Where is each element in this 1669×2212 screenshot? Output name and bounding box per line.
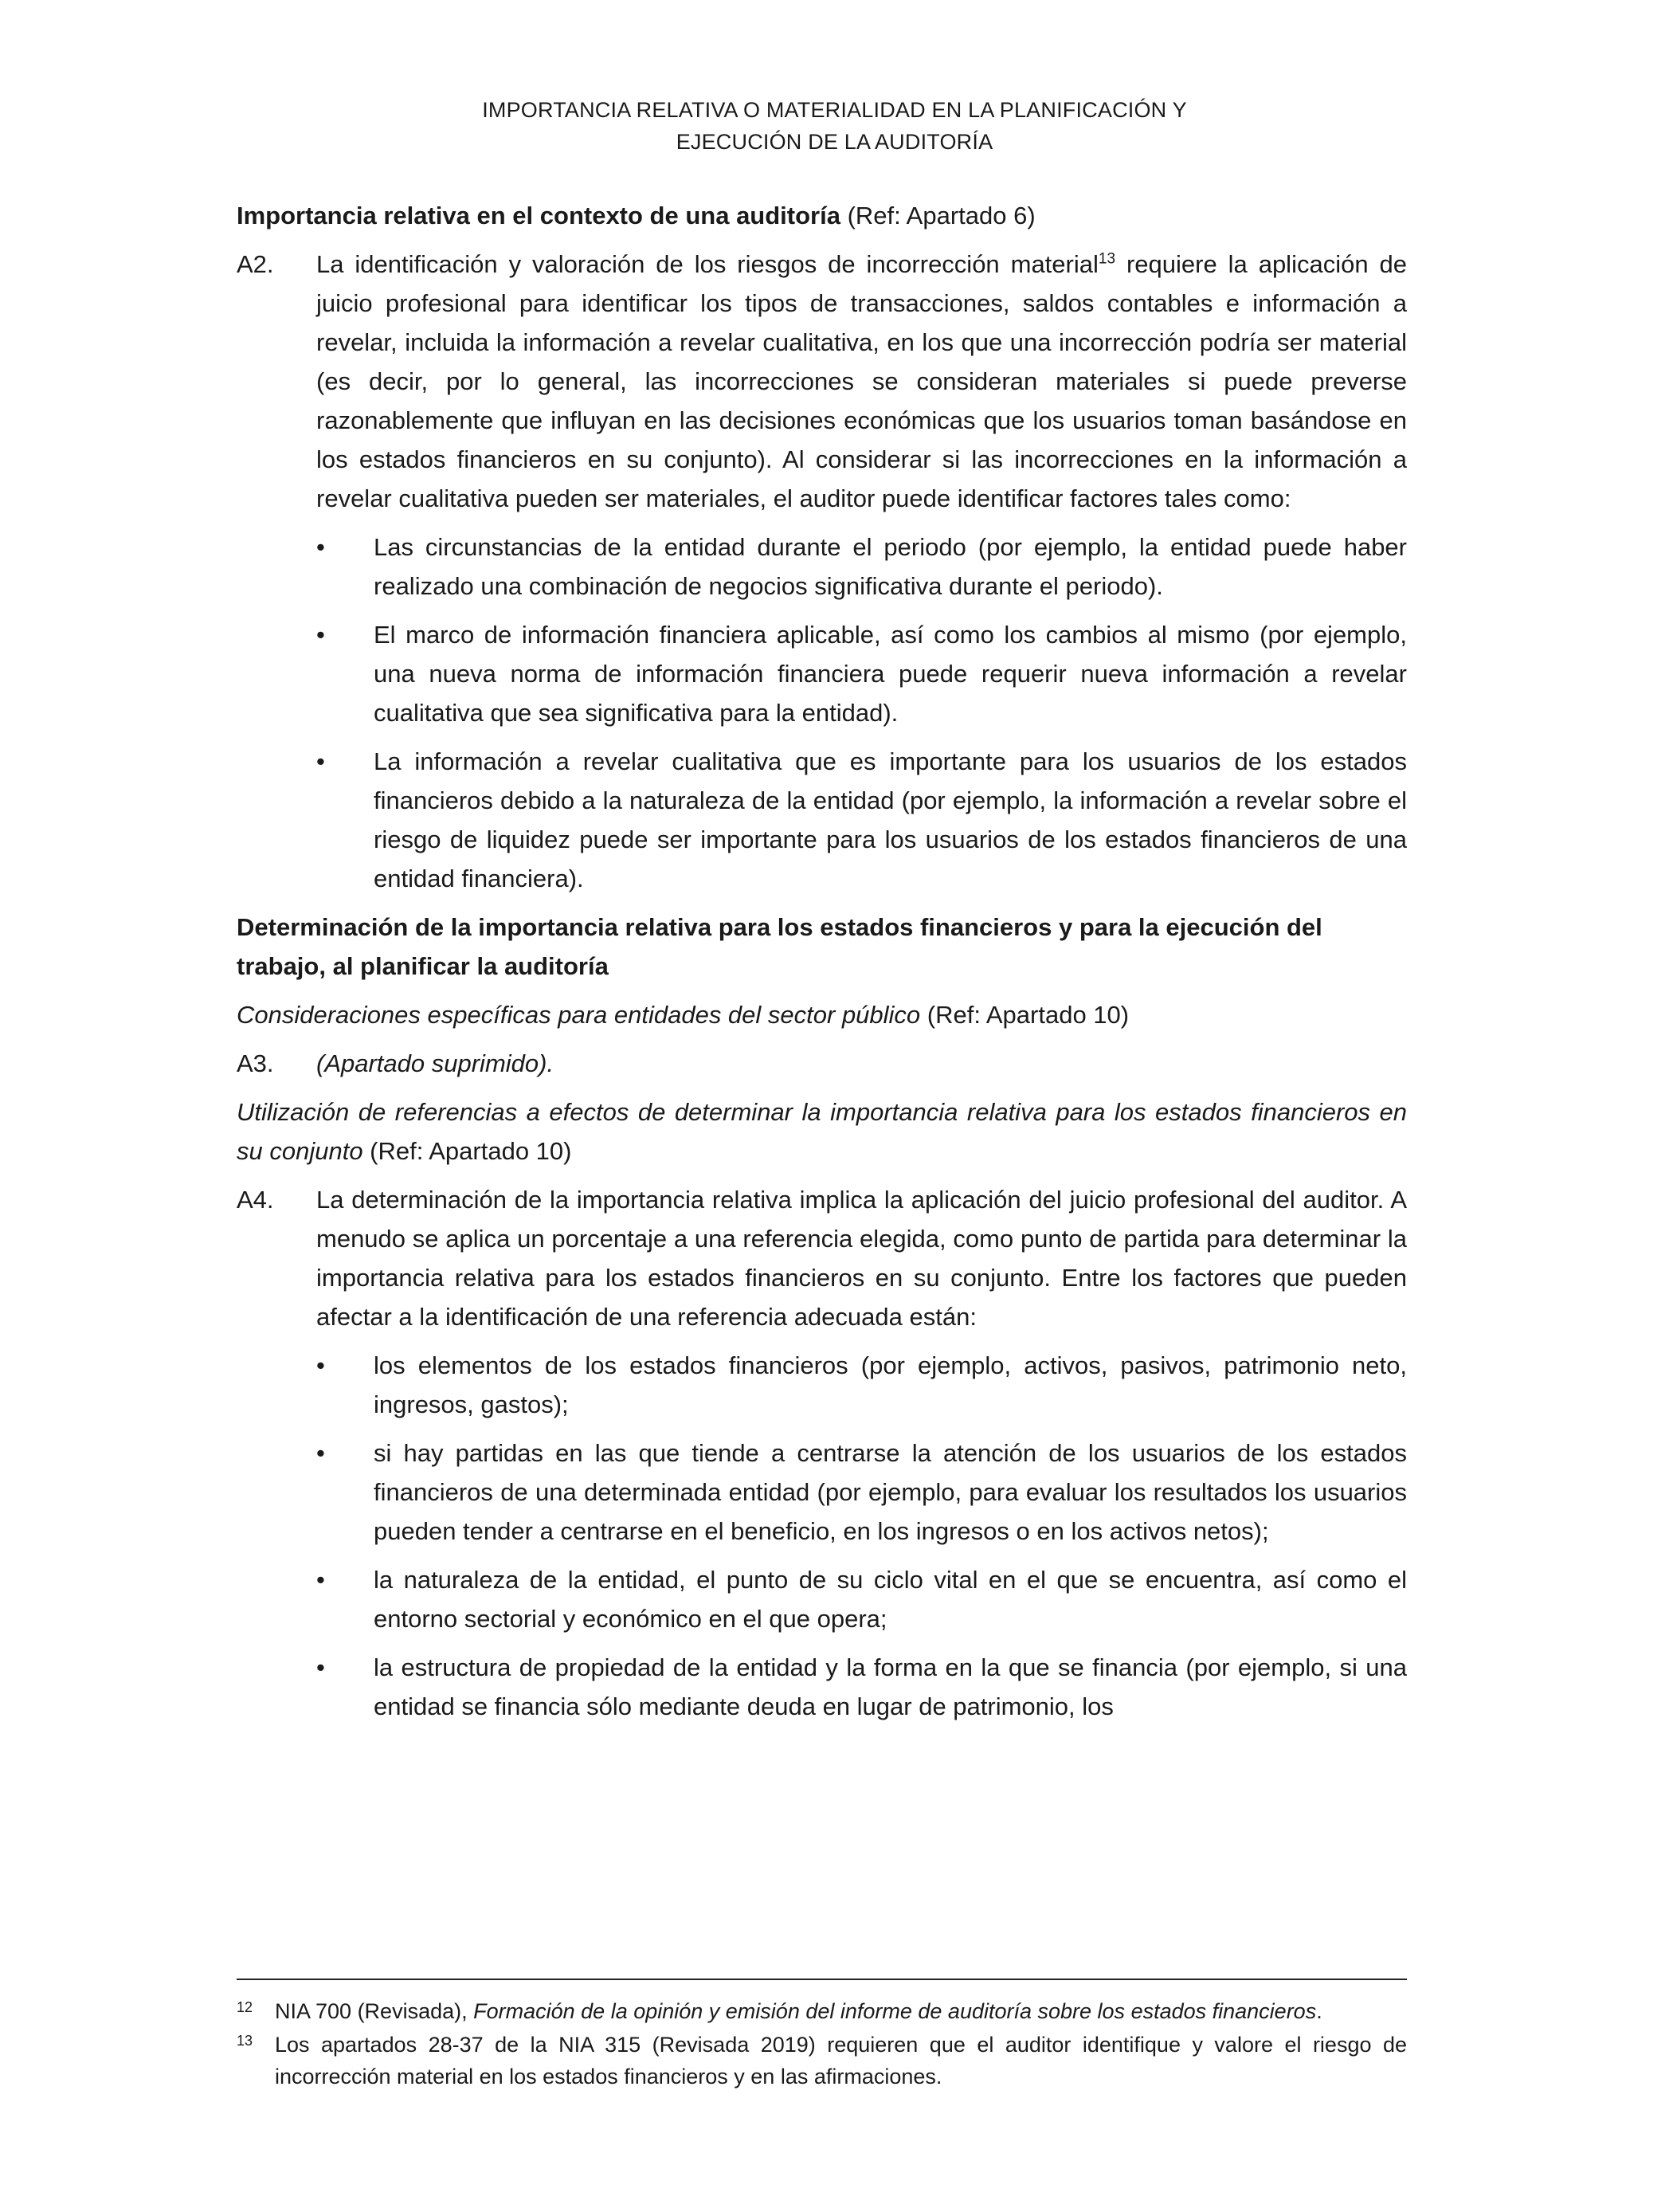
bullet-list-a4 [237, 1346, 1407, 1726]
main-content [237, 196, 1407, 1735]
footnote-13 [237, 2029, 1407, 2092]
section-heading-title: Importancia relativa en el contexto de una auditoría [237, 202, 840, 229]
subheading-title: Consideraciones específicas para entidades del sector público [237, 1001, 921, 1029]
paragraph-text-cont: requiere la aplicación de juicio profesional para identificar los tipos de transacciones, saldos contables e información a revelar, incluida la información a revelar cualitativa, en los que una incorrección podría ser material (es decir, por lo general, las incorrecciones se consideran materiales si puede preverse razonablemente que influyan en las decisiones económicas que los usuarios toman basándose en los estados financieros en su conjunto). Al considerar si las incorrecciones en la información a revelar cualitativa pueden ser materiales, el auditor puede identificar factores tales como: [316, 250, 1407, 512]
subheading-ref: (Ref: Apartado 10) [920, 1001, 1130, 1029]
footnote-text [275, 1995, 1407, 2027]
footnote-text: Los apartados 28-37 de la NIA 315 (Revisada 2019) requieren que el auditor identifique y valore el riesgo de incorrección material en los estados financieros y en las afirmaciones. [275, 2033, 1407, 2088]
bullet-icon: • [316, 1653, 325, 1681]
footnote-divider [237, 1979, 1407, 1980]
running-header [0, 94, 1669, 158]
footnotes [237, 1995, 1407, 2094]
header-line-1: IMPORTANCIA RELATIVA O MATERIALIDAD EN LA PLANIFICACIÓN Y [482, 98, 1187, 122]
paragraph-a2 [237, 245, 1407, 518]
bullet-icon: • [316, 621, 325, 649]
list-item [237, 615, 1407, 732]
paragraph-a3 [237, 1044, 1407, 1083]
paragraph-a4 [237, 1180, 1407, 1336]
list-item [237, 742, 1407, 898]
list-item [237, 528, 1407, 606]
header-line-2: EJECUCIÓN DE LA AUDITORÍA [676, 130, 993, 154]
list-item [237, 1433, 1407, 1551]
paragraph-body: La determinación de la importancia relativa implica la aplicación del juicio profesional del auditor. A menudo se aplica un porcentaje a una referencia elegida, como punto de partida para determinar la importancia relativa para los estados financieros en su conjunto. Entre los factores que pueden afectar a la identificación de una referencia adecuada están: [316, 1186, 1407, 1331]
bullet-icon: • [316, 1439, 325, 1467]
subheading-title: Utilización de referencias a efectos de determinar la importancia relativa para los estados financieros en su conjunto [237, 1098, 1407, 1165]
footnote-text-plain: NIA 700 (Revisada), [275, 1999, 474, 2023]
list-item-text: los elementos de los estados financieros (por ejemplo, activos, pasivos, patrimonio neto, ingresos, gastos); [374, 1351, 1407, 1418]
list-item-text: El marco de información financiera aplicable, así como los cambios al mismo (por ejemplo, una nueva norma de información financiera puede requerir nueva información a revelar cualitativa que sea significativa para la entidad). [374, 621, 1407, 727]
bullet-icon: • [316, 533, 325, 561]
footnote-ref-13[interactable]: 13 [1098, 250, 1116, 268]
paragraph-body [316, 245, 1407, 518]
bullet-icon: • [316, 1566, 325, 1594]
paragraph-text: La identificación y valoración de los riesgos de incorrección material [316, 250, 1099, 278]
section-heading-ref: (Ref: Apartado 6) [840, 202, 1036, 229]
list-item-text: la estructura de propiedad de la entidad y la forma en la que se financia (por ejemplo, si una entidad se financia sólo mediante deuda en lugar de patrimonio, los [374, 1653, 1407, 1720]
paragraph-body: (Apartado suprimido). [316, 1049, 554, 1077]
list-item-text: La información a revelar cualitativa que es importante para los usuarios de los estados financieros debido a la naturaleza de la entidad (por ejemplo, la información a revelar sobre el riesgo de liquidez puede ser importante para los usuarios de los estados financieros de una entidad financiera). [374, 747, 1407, 892]
footnote-number: 12 [237, 1999, 253, 2015]
section-heading-determination: Determinación de la importancia relativa para los estados financieros y para la ejecución del trabajo, al planificar la auditoría [237, 913, 1322, 980]
subheading-ref: (Ref: Apartado 10) [362, 1137, 572, 1165]
subheading-references [237, 1092, 1407, 1171]
list-item [237, 1560, 1407, 1638]
subheading-public-sector [237, 995, 1407, 1034]
list-item [237, 1648, 1407, 1726]
paragraph-number: A4. [237, 1186, 274, 1214]
footnote-12 [237, 1995, 1407, 2027]
bullet-icon: • [316, 747, 325, 775]
footnote-text-italic: Formación de la opinión y emisión del informe de auditoría sobre los estados financieros [473, 1999, 1317, 2023]
bullet-icon: • [316, 1351, 325, 1379]
paragraph-number: A3. [237, 1049, 274, 1077]
list-item-text: Las circunstancias de la entidad durante el periodo (por ejemplo, la entidad puede haber realizado una combinación de negocios significativa durante el periodo). [374, 533, 1407, 600]
list-item-text: si hay partidas en las que tiende a centrarse la atención de los usuarios de los estados financieros de una determinada entidad (por ejemplo, para evaluar los resultados los usuarios pueden tender a centrarse en el beneficio, en los ingresos o en los activos netos); [374, 1439, 1407, 1545]
footnote-number: 13 [237, 2033, 253, 2049]
footnote-text-end: . [1316, 1999, 1322, 2023]
bullet-list-a2 [237, 528, 1407, 898]
paragraph-number: A2. [237, 250, 274, 278]
list-item-text: la naturaleza de la entidad, el punto de su ciclo vital en el que se encuentra, así como el entorno sectorial y económico en el que opera; [374, 1566, 1407, 1633]
list-item [237, 1346, 1407, 1424]
section-heading-context [237, 196, 1407, 235]
